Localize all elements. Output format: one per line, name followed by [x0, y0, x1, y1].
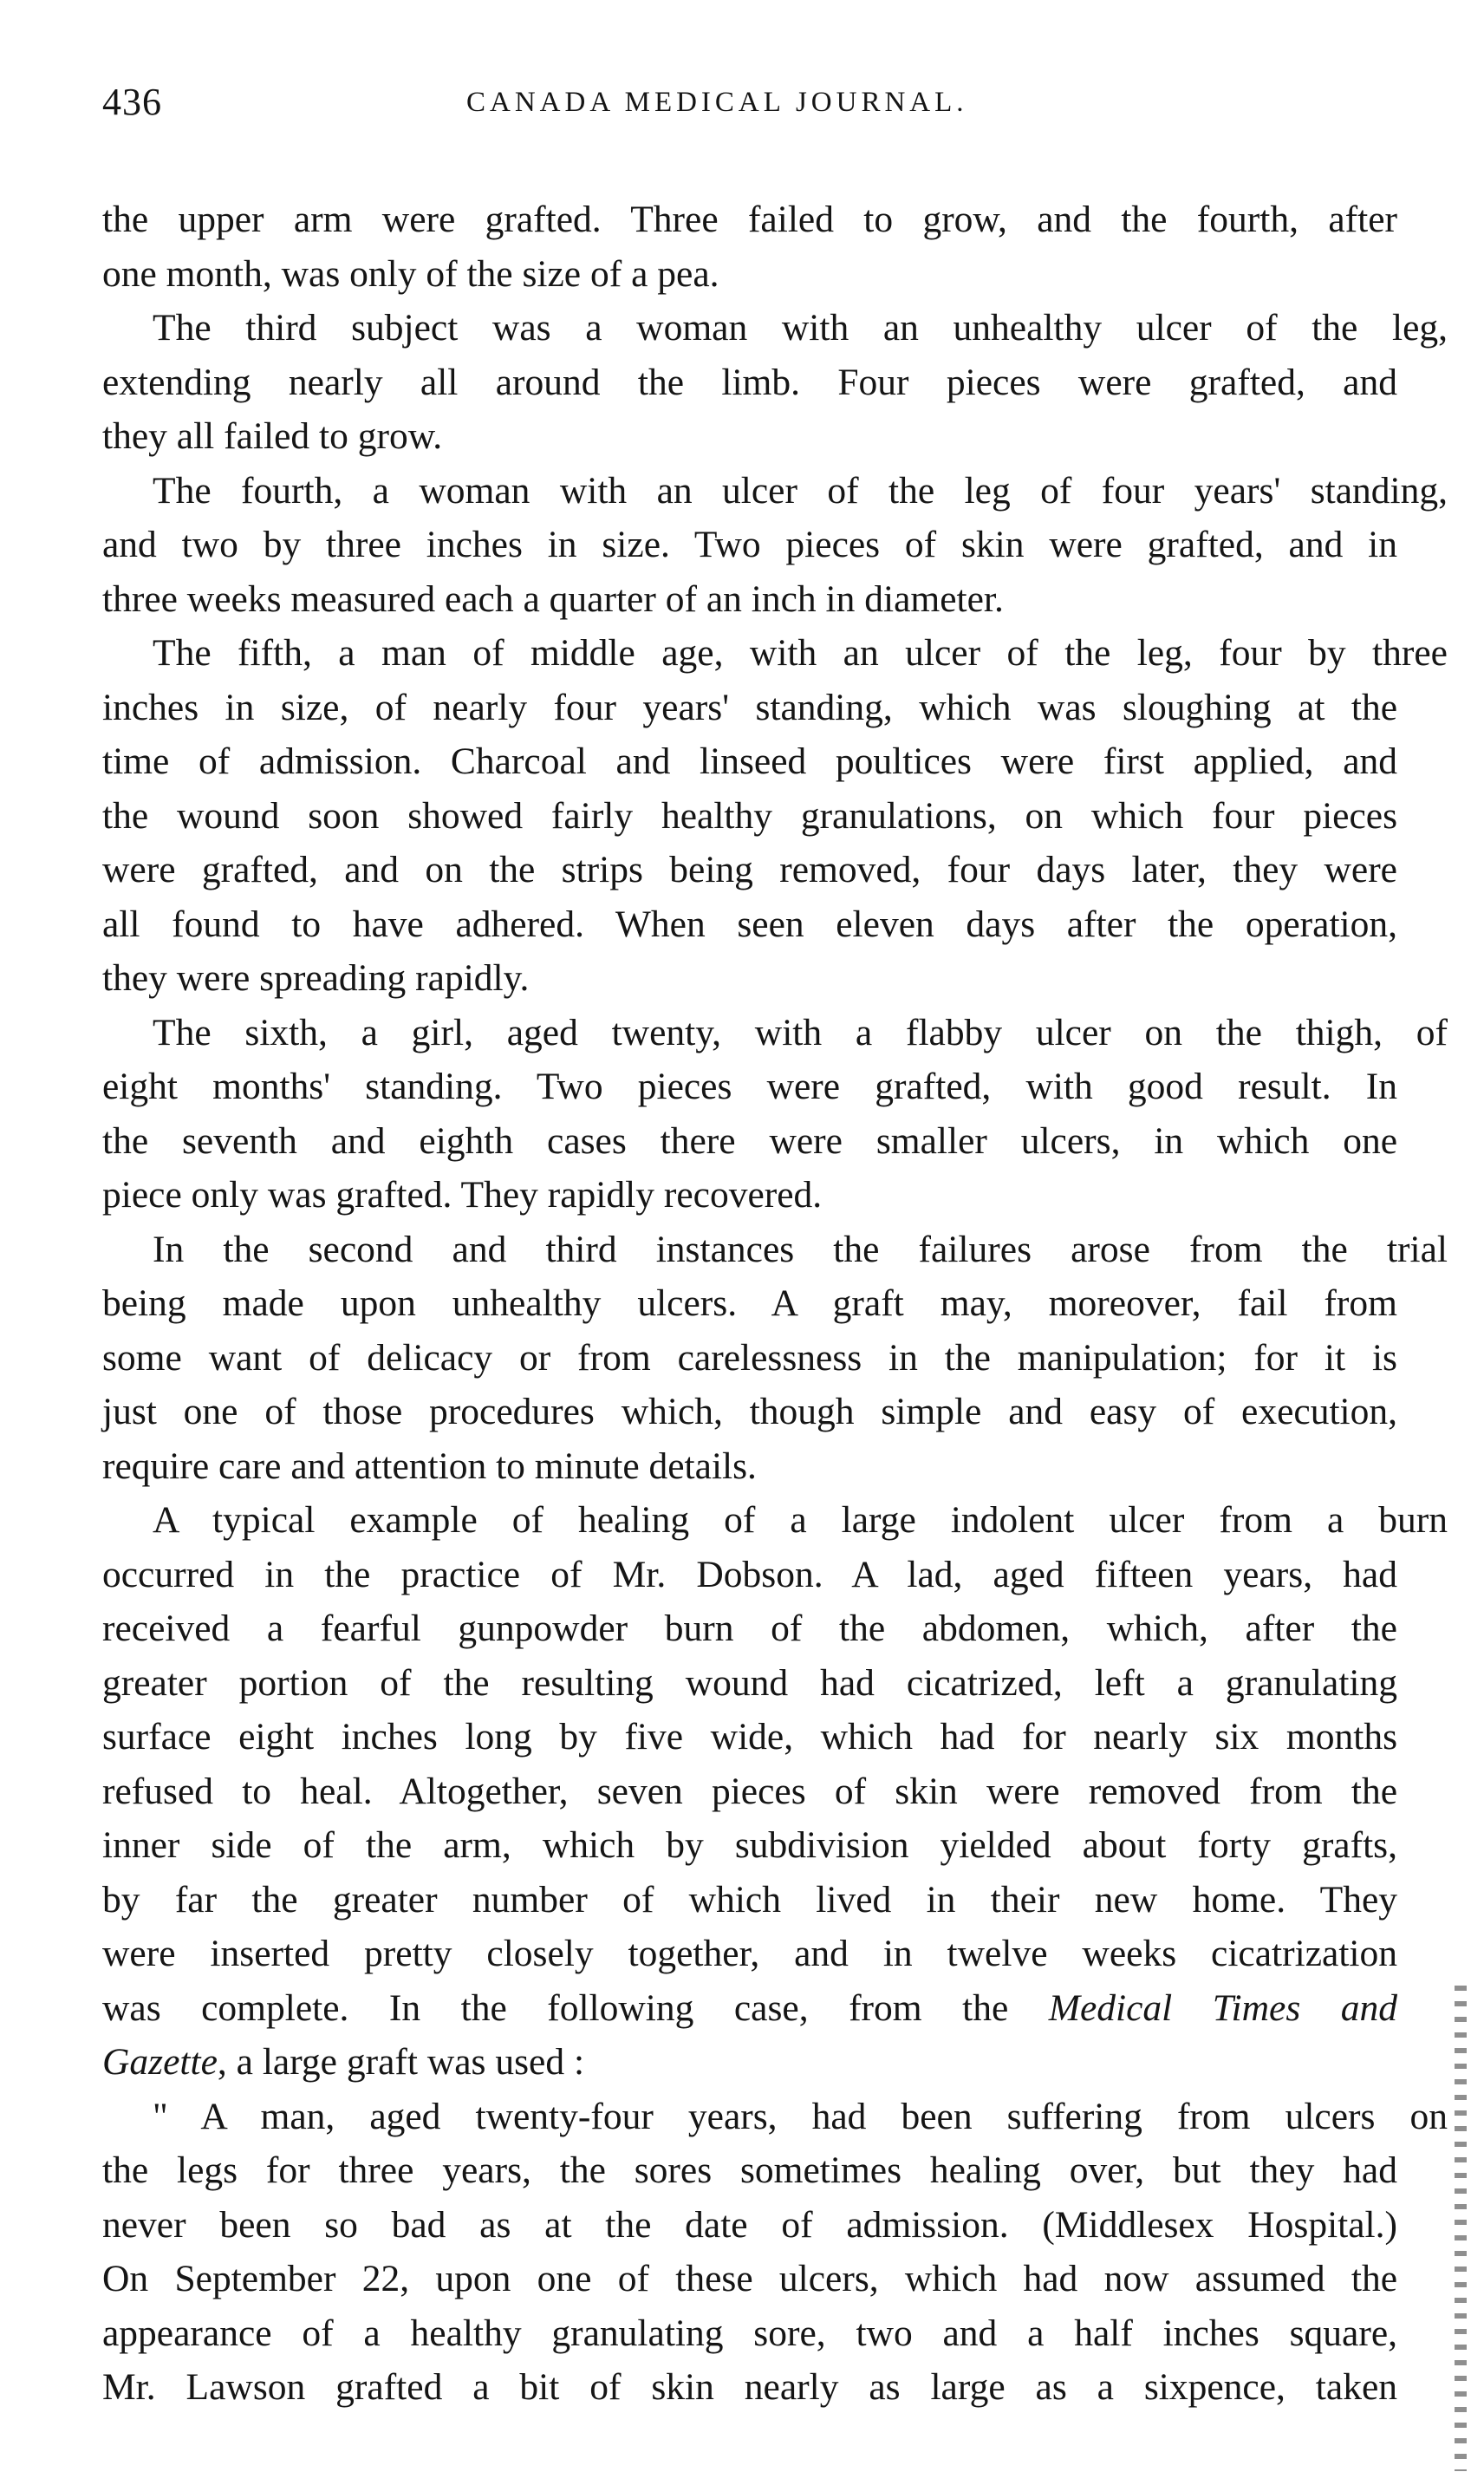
text-line: one month, was only of the size of a pea.: [102, 252, 719, 295]
page-number: 436: [102, 81, 162, 123]
text-line: being made upon unhealthy ulcers. A graft may, moreover, fail from: [102, 1282, 1397, 1324]
journal-title: CANADA MEDICAL JOURNAL.: [466, 87, 968, 118]
text-line: inner side of the arm, which by subdivision yielded about forty grafts,: [102, 1824, 1397, 1866]
text-line: piece only was grafted. They rapidly recovered.: [102, 1174, 823, 1216]
text-line: they were spreading rapidly.: [102, 957, 530, 999]
text-line: The fifth, a man of middle age, with an ulcer of the leg, four by three: [153, 632, 1448, 674]
text-line: they all failed to grow.: [102, 415, 443, 457]
text-line: [102, 1981, 1397, 2036]
text-line: all found to have adhered. When seen eleven days after the operation,: [102, 903, 1397, 945]
text-line: some want of delicacy or from carelessness in the manipulation; for it is: [102, 1336, 1397, 1379]
text-line: were inserted pretty closely together, and in twelve weeks cicatrization: [102, 1933, 1397, 1974]
text-line: three weeks measured each a quarter of an inch in diameter.: [102, 577, 1004, 620]
text-line: On September 22, upon one of these ulcers, which had now assumed the: [102, 2258, 1397, 2299]
text-line: eight months' standing. Two pieces were grafted, with good result. In: [102, 1066, 1397, 1107]
text-line: require care and attention to minute details.: [102, 1445, 757, 1487]
text-line: by far the greater number of which lived in their new home. They: [102, 1878, 1397, 1921]
text-line: the upper arm were grafted. Three failed to grow, and the fourth, after: [102, 199, 1397, 240]
text-line: the wound soon showed fairly healthy granulations, on which four pieces: [102, 794, 1397, 837]
text-line: refused to heal. Altogether, seven pieces of skin were removed from the: [102, 1770, 1397, 1812]
text-line: never been so bad as at the date of admission. (Middlesex Hospital.): [102, 2203, 1397, 2246]
text-line: The fourth, a woman with an ulcer of the leg of four years' standing,: [153, 469, 1448, 512]
text-segment: was complete. In the following case, from the: [102, 1986, 1009, 2029]
text-line: [102, 2035, 1397, 2090]
running-head: [102, 80, 1397, 142]
italic-source-title: Medical Times and: [1048, 1986, 1398, 2029]
text-line: surface eight inches long by five wide, which had for nearly six months: [102, 1716, 1397, 1758]
text-line: " A man, aged twenty-four years, had been suffering from ulcers on: [153, 2095, 1448, 2137]
text-line: the seventh and eighth cases there were smaller ulcers, in which one: [102, 1119, 1397, 1162]
text-line: appearance of a healthy granulating sore, two and a half inches square,: [102, 2312, 1397, 2354]
text-line: extending nearly all around the limb. Four pieces were grafted, and: [102, 361, 1397, 403]
text-line: the legs for three years, the sores sometimes healing over, but they had: [102, 2149, 1397, 2191]
text-line: greater portion of the resulting wound had cicatrized, left a granulating: [102, 1661, 1397, 1704]
text-line: just one of those procedures which, though simple and easy of execution,: [102, 1391, 1397, 1432]
text-line: The sixth, a girl, aged twenty, with a flabby ulcer on the thigh, of: [153, 1011, 1448, 1053]
text-segment: , a large graft was used :: [217, 2041, 585, 2083]
text-line: A typical example of healing of a large indolent ulcer from a burn: [153, 1499, 1448, 1541]
text-line: time of admission. Charcoal and linseed poultices were first applied, and: [102, 740, 1397, 782]
text-line: and two by three inches in size. Two pieces of skin were grafted, and in: [102, 524, 1397, 565]
text-line: In the second and third instances the failures arose from the trial: [153, 1228, 1448, 1270]
text-line: occurred in the practice of Mr. Dobson. A lad, aged fifteen years, had: [102, 1553, 1397, 1595]
text-line: were grafted, and on the strips being removed, four days later, they were: [102, 849, 1397, 890]
body-text: [102, 192, 1448, 2415]
text-line: The third subject was a woman with an unhealthy ulcer of the leg,: [153, 307, 1448, 349]
text-line: Mr. Lawson grafted a bit of skin nearly as large as a sixpence, taken: [102, 2366, 1397, 2408]
italic-source-title: Gazette: [102, 2041, 218, 2083]
binding-edge-shadow: [1455, 1986, 1467, 2471]
text-line: received a fearful gunpowder burn of the abdomen, which, after the: [102, 1608, 1397, 1649]
text-line: inches in size, of nearly four years' standing, which was sloughing at the: [102, 686, 1397, 728]
